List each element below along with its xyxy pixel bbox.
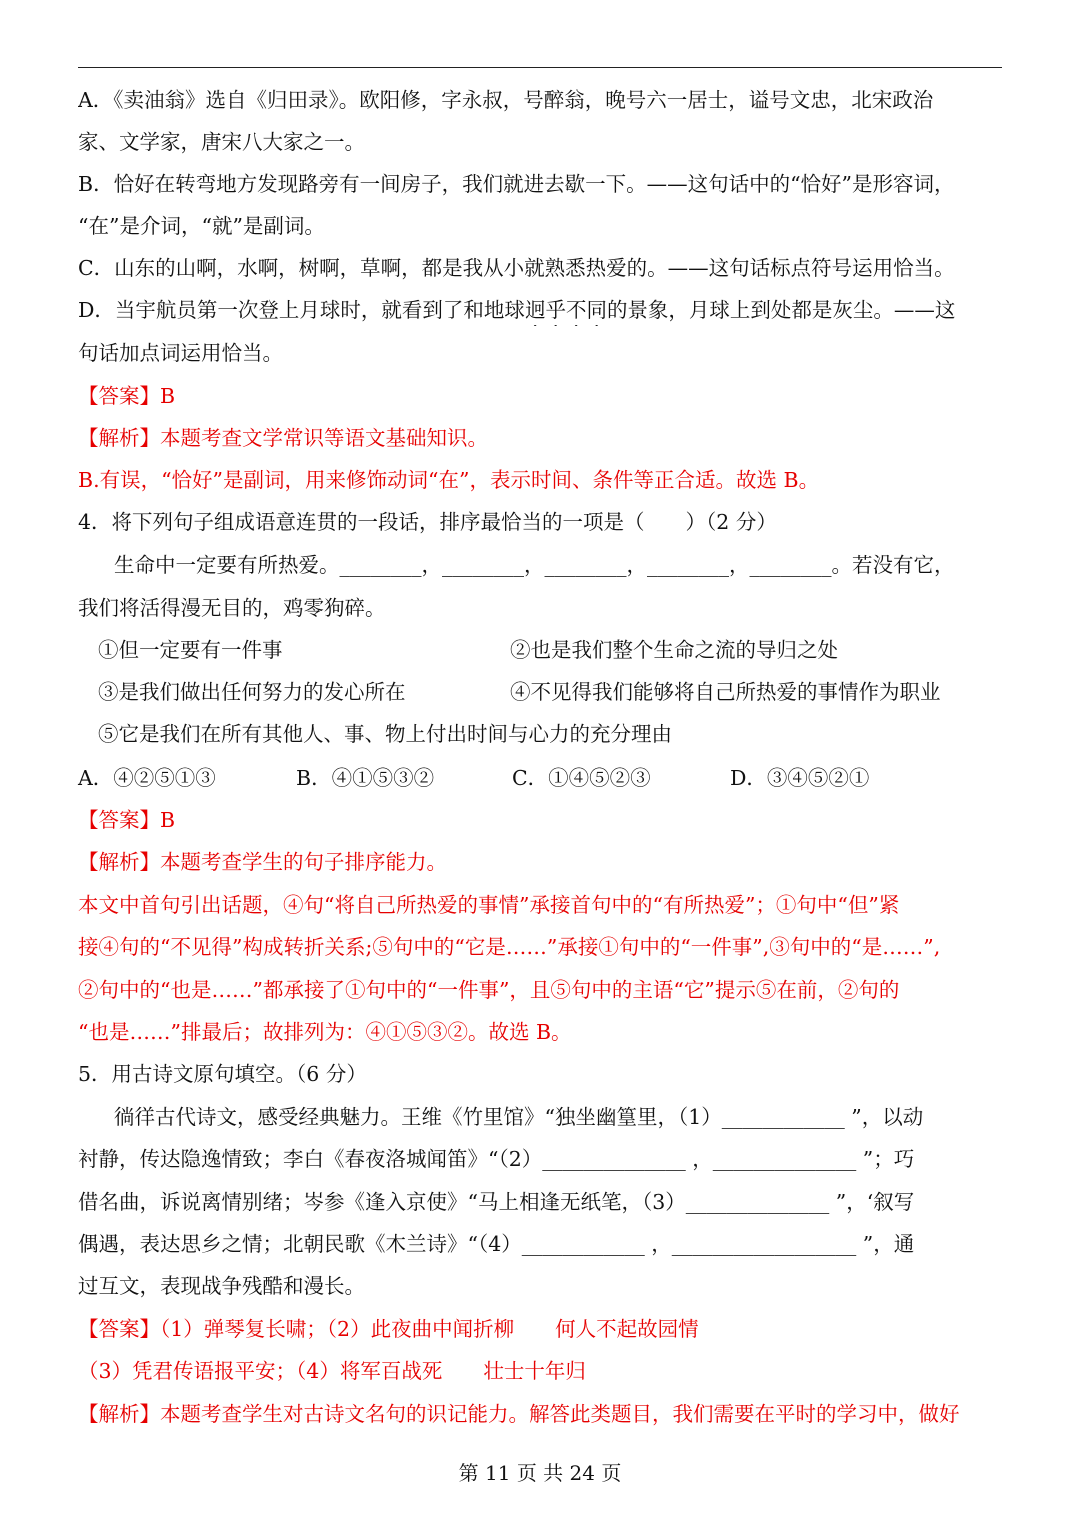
q3-option-d-pre: D．当宇航员第一次登上月球时，就看到了和地球 [78,298,525,322]
q3-option-c: C．山东的山啊，水啊，树啊，草啊，都是我从小就熟悉热爱的。——这句话标点符号运用恰当。 [78,256,955,280]
q5-paragraph-line1: 徜徉古代诗文，感受经典魅力。王维《竹里馆》“独坐幽篁里，（1）____________ ”，以动 [114,1105,924,1129]
q4-option-a: A．④②⑤①③ [78,766,216,790]
q3-option-b-line2: “在”是介词，“就”是副词。 [78,214,325,238]
q5-paragraph-line2: 衬静，传达隐逸情致；李白《春夜洛城闻笛》“（2）______________ ，______________ ”；巧 [78,1147,915,1171]
q3-option-a-line2: 家、文学家，唐宋八大家之一。 [78,130,365,154]
q4-analysis: 【解析】本题考查学生的句子排序能力。 [78,850,447,874]
q3-option-d-post: 的景象，月球上到处都是灰尘。——这 [606,298,956,322]
dotted-char: 乎 [545,298,566,322]
q4-explanation-line3: ②句中的“也是……”都承接了①句中的“一件事”，且⑤句中的主语“它”提示⑤在前，②句的 [78,978,900,1002]
q4-sentence-4: ④不见得我们能够将自己所热爱的事情作为职业 [510,680,941,704]
q3-answer: 【答案】B [78,384,176,408]
dotted-char: 同 [586,298,607,322]
q4-sentence-1: ①但一定要有一件事 [98,638,283,662]
q3-option-b-line1: B．恰好在转弯地方发现路旁有一间房子，我们就进去歇一下。——这句话中的“恰好”是形容词， [78,172,955,196]
page-number: 第 11 页 共 24 页 [458,1461,622,1485]
q4-option-b: B．④①⑤③② [296,766,435,790]
q3-option-d-line1 [78,294,1002,326]
dotted-char: 不 [565,298,587,322]
q4-answer: 【答案】B [78,808,176,832]
q3-option-a-line1: A．《卖油翁》选自《归田录》。欧阳修，字永叔，号醉翁，晚号六一居士，谥号文忠，北宋政治 [78,88,934,112]
q4-option-d: D．③④⑤②① [730,766,870,790]
q4-paragraph-line1: 生命中一定要有所热爱。________，________，________，________，________。若没有它， [114,553,955,577]
q5-analysis: 【解析】本题考查学生对古诗文名句的识记能力。解答此类题目，我们需要在平时的学习中，做好 [78,1402,960,1426]
q5-paragraph-line3: 借名曲，诉说离情别绪；岑参《逢入京使》“马上相逢无纸笔，（3）______________ ”，‘叙写 [78,1190,915,1214]
q4-option-c: C．①④⑤②③ [512,766,651,790]
q3-explanation: B.有误，“恰好”是副词，用来修饰动词“在”，表示时间、条件等正合适。故选 B。 [78,468,820,492]
q3-option-d-line2: 句话加点词运用恰当。 [78,341,283,365]
q4-sentence-3: ③是我们做出任何努力的发心所在 [98,680,406,704]
q4-explanation-line1: 本文中首句引出话题，④句“将自己所热爱的事情”承接首句中的“有所热爱”；①句中“但”紧 [78,893,900,917]
q4-explanation-line4: “也是……”排最后；故排列为：④①⑤③②。故选 B。 [78,1020,572,1044]
q4-explanation-line2: 接④句的“不见得”构成转折关系;⑤句中的“它是……”承接①句中的“一件事”,③句中的“是……”, [78,935,941,959]
q5-stem: 5．用古诗文原句填空。（6 分） [78,1062,367,1086]
q4-sentence-2: ②也是我们整个生命之流的导归之处 [510,638,838,662]
q5-paragraph-line4: 偶遇，表达思乡之情；北朝民歌《木兰诗》“（4）____________ ，__________________ ”，通 [78,1232,915,1256]
dotted-char: 迥 [524,298,546,322]
q4-sentence-5: ⑤它是我们在所有其他人、事、物上付出时间与心力的充分理由 [98,722,672,746]
header-rule [78,67,1002,68]
q5-paragraph-line5: 过互文，表现战争残酷和漫长。 [78,1274,365,1298]
q4-paragraph-line2: 我们将活得漫无目的，鸡零狗碎。 [78,596,386,620]
q3-analysis: 【解析】本题考查文学常识等语文基础知识。 [78,426,488,450]
q4-stem: 4．将下列句子组成语意连贯的一段话，排序最恰当的一项是（ ）（2 分） [78,510,777,534]
q5-answer-line1: 【答案】（1）弹琴复长啸；（2）此夜曲中闻折柳 何人不起故园情 [78,1317,699,1341]
q5-answer-line2: （3）凭君传语报平安；（4）将军百战死 壮士十年归 [78,1359,586,1383]
